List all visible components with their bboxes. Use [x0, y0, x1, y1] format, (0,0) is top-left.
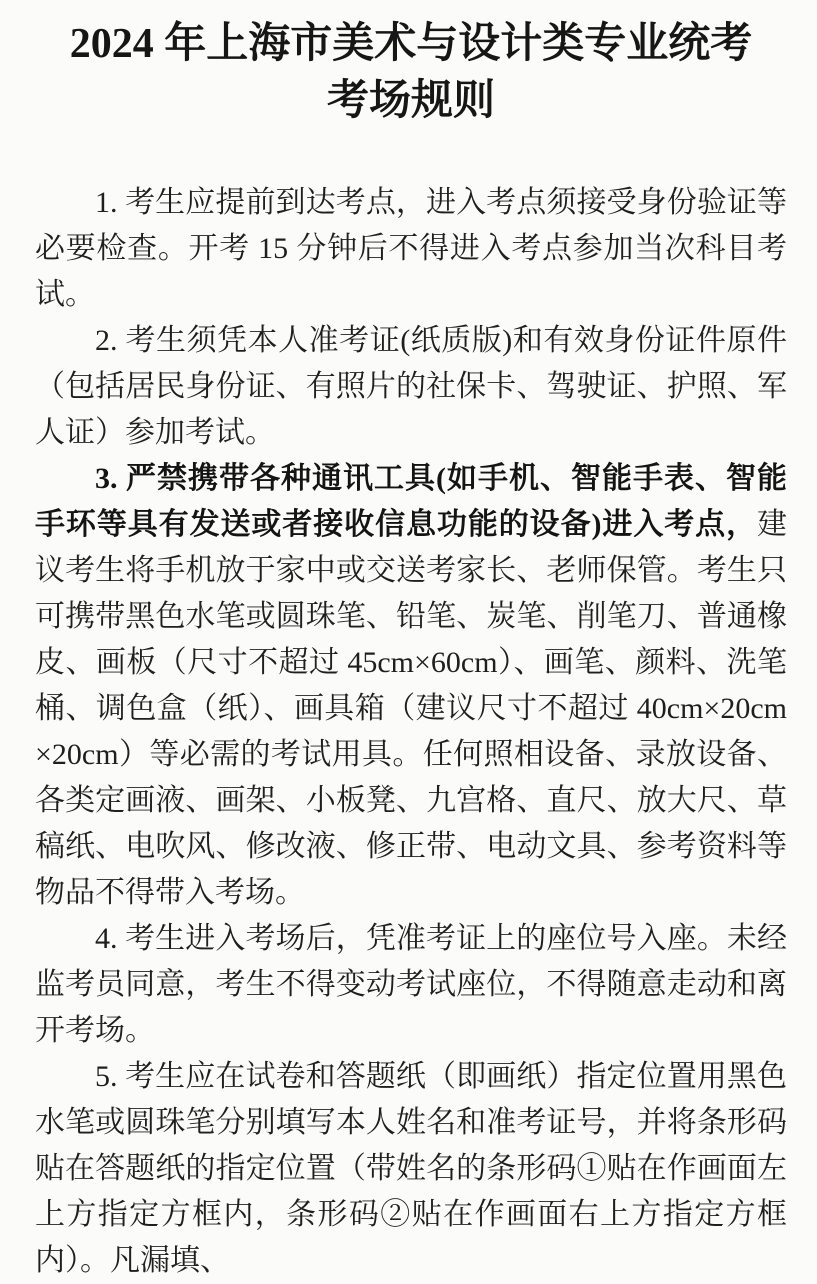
document-title [35, 16, 787, 130]
rule-paragraph-5 [35, 1054, 787, 1284]
rule-1-text: 1. 考生应提前到达考点，进入考点须接受身份验证等必要检查。开考 15 分钟后不得进入考点参加当次科目考试。 [35, 186, 787, 311]
title-line-1: 2024 年上海市美术与设计类专业统考 [69, 21, 753, 67]
rule-3-bold-text: 3. 严禁携带各种通讯工具(如手机、智能手表、智能手环等具有发送或者接收信息功能的设备)进入考点， [35, 462, 787, 541]
rule-paragraph-4 [35, 916, 787, 1054]
rule-paragraph-3 [35, 456, 787, 916]
rule-paragraph-1 [35, 180, 787, 318]
rule-paragraph-2 [35, 318, 787, 456]
rule-5-text: 5. 考生应在试卷和答题纸（即画纸）指定位置用黑色水笔或圆珠笔分别填写本人姓名和准考证号，并将条形码贴在答题纸的指定位置（带姓名的条形码①贴在作画面左上方指定方框内，条形码②贴在作画面右上方指定方框内）。凡漏填、 [35, 1060, 787, 1277]
rule-3-text: 建议考生将手机放于家中或交送考家长、老师保管。考生只可携带黑色水笔或圆珠笔、铅笔、炭笔、削笔刀、普通橡皮、画板（尺寸不超过 45cm×60cm）、画笔、颜料、洗笔桶、调色盒（纸）、画具箱（建议尺寸不超过 40cm×20cm×20cm）等必需的考试用具。任何照相设备、录放设备、各类定画液、画架、小板凳、九宫格、直尺、放大尺、草稿纸、电吹风、修改液、修正带、电动文具、参考资料等物品不得带入考场。 [35, 508, 787, 909]
rule-2-text: 2. 考生须凭本人准考证(纸质版)和有效身份证件原件（包括居民身份证、有照片的社保卡、驾驶证、护照、军人证）参加考试。 [35, 324, 787, 449]
rule-4-text: 4. 考生进入考场后，凭准考证上的座位号入座。未经监考员同意，考生不得变动考试座位，不得随意走动和离开考场。 [35, 922, 787, 1047]
rules-list [35, 180, 787, 1284]
title-line-2: 考场规则 [326, 78, 495, 124]
